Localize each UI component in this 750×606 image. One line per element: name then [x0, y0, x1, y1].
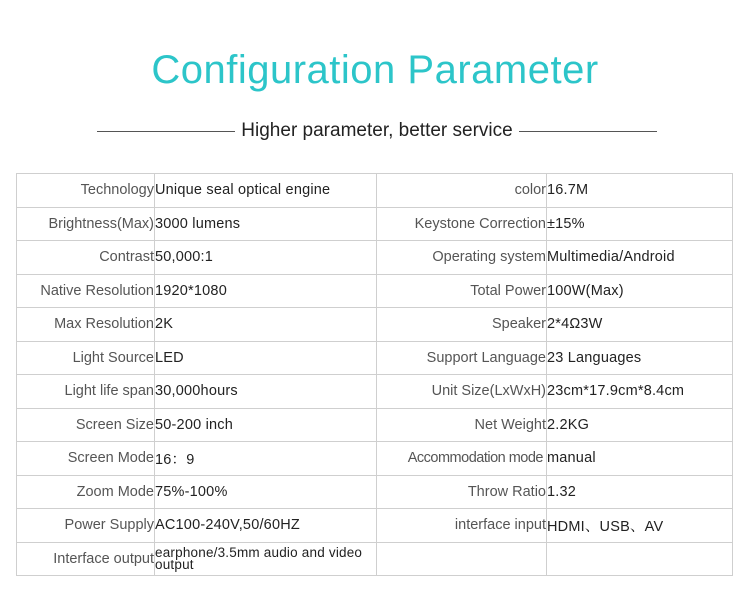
- spec-value: 23 Languages: [547, 341, 733, 375]
- spec-label: interface input: [377, 509, 547, 543]
- spec-value: 50,000:1: [155, 241, 377, 275]
- spec-label: Screen Mode: [17, 442, 155, 476]
- divider-right: [519, 131, 657, 132]
- spec-value: 23cm*17.9cm*8.4cm: [547, 375, 733, 409]
- table-row: [17, 408, 733, 442]
- spec-value: 2K: [155, 308, 377, 342]
- spec-value: Unique seal optical engine: [155, 174, 377, 208]
- spec-value: LED: [155, 341, 377, 375]
- spec-value: 2.2KG: [547, 408, 733, 442]
- spec-value: 75%-100%: [155, 475, 377, 509]
- table-row: [17, 341, 733, 375]
- spec-label: Operating system: [377, 241, 547, 275]
- spec-label: Unit Size(LxWxH): [377, 375, 547, 409]
- table-row: [17, 442, 733, 476]
- spec-value: ±15%: [547, 207, 733, 241]
- spec-label: Technology: [17, 174, 155, 208]
- spec-value: AC100-240V,50/60HZ: [155, 509, 377, 543]
- spec-label: Light life span: [17, 375, 155, 409]
- table-row: [17, 375, 733, 409]
- spec-value: HDMI、USB、AV: [547, 509, 733, 543]
- spec-value: [547, 542, 733, 576]
- spec-label: Screen Size: [17, 408, 155, 442]
- divider-left: [97, 131, 235, 132]
- spec-label: Max Resolution: [17, 308, 155, 342]
- table-row: [17, 241, 733, 275]
- spec-value: 30,000hours: [155, 375, 377, 409]
- table-row: [17, 274, 733, 308]
- spec-label: [377, 542, 547, 576]
- spec-value: 1920*1080: [155, 274, 377, 308]
- page-title: Configuration Parameter: [151, 48, 599, 92]
- spec-value: 50-200 inch: [155, 408, 377, 442]
- spec-label: Zoom Mode: [17, 475, 155, 509]
- table-row: [17, 174, 733, 208]
- spec-value: 16.7M: [547, 174, 733, 208]
- spec-value: 1.32: [547, 475, 733, 509]
- spec-label: Native Resolution: [17, 274, 155, 308]
- spec-table: [16, 173, 733, 576]
- spec-label: Light Source: [17, 341, 155, 375]
- table-row: [17, 509, 733, 543]
- spec-label: Keystone Correction: [377, 207, 547, 241]
- spec-label: Support Language: [377, 341, 547, 375]
- spec-value: 100W(Max): [547, 274, 733, 308]
- table-row: [17, 475, 733, 509]
- spec-label: Power Supply: [17, 509, 155, 543]
- spec-value: Multimedia/Android: [547, 241, 733, 275]
- spec-value: 3000 lumens: [155, 207, 377, 241]
- spec-label: Accommodation mode: [377, 442, 547, 476]
- table-row: [17, 542, 733, 576]
- spec-label: Contrast: [17, 241, 155, 275]
- spec-label: Brightness(Max): [17, 207, 155, 241]
- subtitle: Higher parameter, better service: [241, 120, 513, 141]
- spec-label: Throw Ratio: [377, 475, 547, 509]
- spec-value: earphone/3.5mm audio and video output: [155, 542, 377, 576]
- subtitle-row: [97, 118, 657, 144]
- spec-value: 16：9: [155, 442, 377, 476]
- spec-label: Total Power: [377, 274, 547, 308]
- table-row: [17, 308, 733, 342]
- table-row: [17, 207, 733, 241]
- spec-value: manual: [547, 442, 733, 476]
- spec-label: color: [377, 174, 547, 208]
- spec-label: Net Weight: [377, 408, 547, 442]
- spec-label: Speaker: [377, 308, 547, 342]
- spec-value: 2*4Ω3W: [547, 308, 733, 342]
- spec-label: Interface output: [17, 542, 155, 576]
